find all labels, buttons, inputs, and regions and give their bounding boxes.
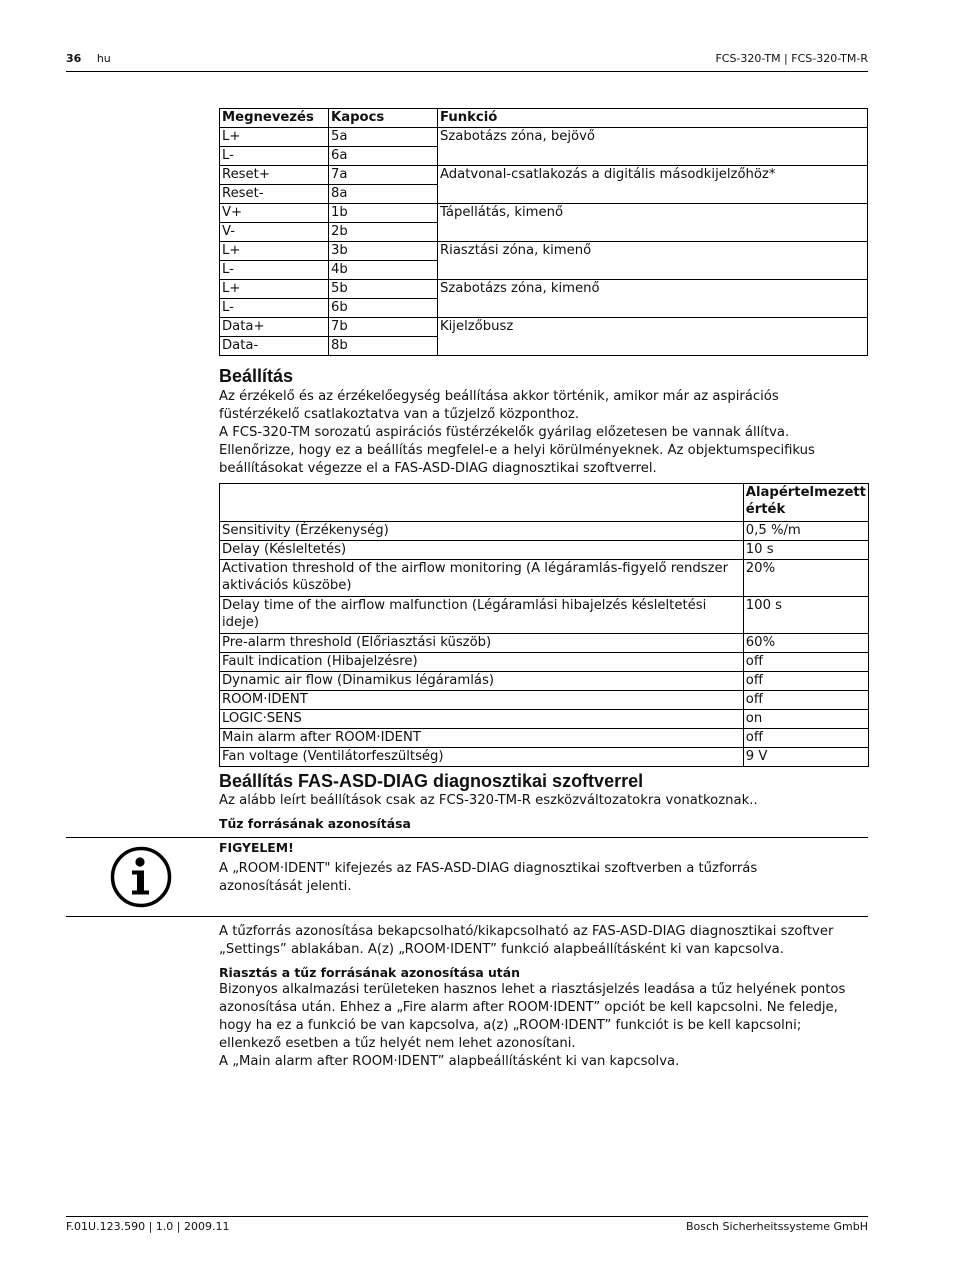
table-cell: 5b	[329, 280, 438, 299]
paragraph	[219, 981, 869, 1071]
table-cell: L-	[220, 261, 329, 280]
info-icon	[109, 845, 173, 913]
setting-name: Main alarm after ROOM·IDENT	[220, 729, 744, 748]
product-name: FCS-320-TM | FCS-320-TM-R	[715, 52, 868, 65]
notice-text	[219, 860, 869, 896]
table-row	[220, 710, 869, 729]
setting-value: 100 s	[743, 597, 868, 634]
text-line: A tűzforrás azonosítása bekapcsolható/kikapcsolható az FAS-ASD-DIAG diagnosztikai szoftver	[219, 924, 834, 939]
text-line: azonosítását jelenti.	[219, 879, 352, 894]
table-row	[220, 748, 869, 767]
table-cell: 1b	[329, 204, 438, 223]
table-row	[220, 691, 869, 710]
table-cell: Szabotázs zóna, bejövő	[438, 128, 868, 166]
table-cell: 5a	[329, 128, 438, 147]
table-cell: 2b	[329, 223, 438, 242]
table-cell: 3b	[329, 242, 438, 261]
setting-name: Sensitivity (Érzékenység)	[220, 522, 744, 541]
table-cell: Szabotázs zóna, kimenő	[438, 280, 868, 318]
setting-value: off	[743, 653, 868, 672]
table-cell: Adatvonal-csatlakozás a digitális másodkijelzőhöz*	[438, 166, 868, 204]
table-cell: 7a	[329, 166, 438, 185]
notice-top-rule	[66, 837, 868, 838]
header-rule	[66, 71, 868, 72]
text-line: füstérzékelő csatlakoztatva van a tűzjelző központhoz.	[219, 407, 580, 422]
notice-title: FIGYELEM!	[219, 840, 294, 855]
subheading: Tűz forrásának azonosítása	[219, 816, 411, 831]
setting-value: 20%	[743, 560, 868, 597]
text-line: A „Main alarm after ROOM·IDENT” alapbeállításként ki van kapcsolva.	[219, 1054, 680, 1069]
table-cell: L-	[220, 299, 329, 318]
table-cell: Tápellátás, kimenő	[438, 204, 868, 242]
section-paragraph	[219, 388, 869, 478]
table-row	[220, 280, 868, 299]
setting-name: ROOM·IDENT	[220, 691, 744, 710]
setting-name: LOGIC·SENS	[220, 710, 744, 729]
table-row	[220, 522, 869, 541]
setting-value: 0,5 %/m	[743, 522, 868, 541]
setting-name: Delay time of the airflow malfunction (Légáramlási hibajelzés késleltetési ideje)	[220, 597, 744, 634]
setting-value: off	[743, 672, 868, 691]
table-cell: Data+	[220, 318, 329, 337]
table-cell: L+	[220, 280, 329, 299]
table-cell: 7b	[329, 318, 438, 337]
table-row	[220, 560, 869, 597]
section-intro: Az alább leírt beállítások csak az FCS-320-TM-R eszközváltozatokra vonatkoznak..	[219, 793, 758, 808]
setting-value: 9 V	[743, 748, 868, 767]
table-cell: 4b	[329, 261, 438, 280]
table-cell: Kijelzőbusz	[438, 318, 868, 356]
subheading: Riasztás a tűz forrásának azonosítása után	[219, 965, 520, 980]
table-cell: L-	[220, 147, 329, 166]
table-cell: L+	[220, 242, 329, 261]
table-row	[220, 204, 868, 223]
section-title: Beállítás FAS-ASD-DIAG diagnosztikai szoftverrel	[219, 771, 644, 791]
table-cell: V-	[220, 223, 329, 242]
page-number-area	[66, 52, 111, 65]
col-header-empty	[220, 484, 744, 522]
header-line: Alapértelmezett	[745, 485, 866, 500]
settings-table	[219, 483, 869, 767]
table-cell: 6a	[329, 147, 438, 166]
setting-name: Pre-alarm threshold (Előriasztási küszöb)	[220, 634, 744, 653]
setting-name: Dynamic air flow (Dinamikus légáramlás)	[220, 672, 744, 691]
table-cell: 6b	[329, 299, 438, 318]
table-cell: V+	[220, 204, 329, 223]
setting-value: off	[743, 691, 868, 710]
setting-value: on	[743, 710, 868, 729]
setting-name: Activation threshold of the airflow monitoring (A légáramlás-figyelő rendszer aktivációs küszöbe)	[220, 560, 744, 597]
paragraph	[219, 923, 869, 959]
text-line: Az érzékelő és az érzékelőegység beállítása akkor történik, amikor már az aspirációs	[219, 389, 779, 404]
col-header: Funkció	[438, 109, 868, 128]
table-cell: Reset+	[220, 166, 329, 185]
table-row	[220, 597, 869, 634]
company-name: Bosch Sicherheitssysteme GmbH	[685, 1220, 868, 1233]
text-line: A FCS-320-TM sorozatú aspirációs füstérzékelők gyárilag előzetesen be vannak állítva.	[219, 425, 790, 440]
table-row	[220, 672, 869, 691]
table-cell: Riasztási zóna, kimenő	[438, 242, 868, 280]
text-line: ellenkező esetben a tűz helyét nem lehet azonosítani.	[219, 1036, 576, 1051]
section-title: Beállítás	[219, 366, 294, 386]
table-row	[220, 634, 869, 653]
table-cell: 8a	[329, 185, 438, 204]
table-cell: Reset-	[220, 185, 329, 204]
document-id: F.01U.123.590 | 1.0 | 2009.11	[66, 1220, 230, 1233]
text-line: hogy ha ez a funkció be van kapcsolva, a(z) „ROOM·IDENT” funkciót is be kell kapcsolni;	[219, 1018, 802, 1033]
setting-value: 60%	[743, 634, 868, 653]
col-header: Megnevezés	[220, 109, 329, 128]
setting-value: off	[743, 729, 868, 748]
setting-name: Fault indication (Hibajelzésre)	[220, 653, 744, 672]
setting-name: Delay (Késleltetés)	[220, 541, 744, 560]
notice-bottom-rule	[66, 916, 868, 917]
text-line: A „ROOM·IDENT" kifejezés az FAS-ASD-DIAG diagnosztikai szoftverben a tűzforrás	[219, 861, 758, 876]
table-row	[220, 166, 868, 185]
text-line: azonosítása után. Ehhez a „Fire alarm after ROOM·IDENT” opciót be kell kapcsolni. Ne feledje,	[219, 1000, 838, 1015]
setting-name: Fan voltage (Ventilátorfeszültség)	[220, 748, 744, 767]
table-row	[220, 653, 869, 672]
table-row	[220, 541, 869, 560]
page-number: 36	[66, 52, 82, 65]
text-line: Bizonyos alkalmazási területeken hasznos lehet a riasztásjelzés leadása a tűz helyének pontos	[219, 982, 846, 997]
col-header-default-value	[743, 484, 868, 522]
table-row	[220, 128, 868, 147]
table-cell: Data-	[220, 337, 329, 356]
table-row	[220, 729, 869, 748]
table-cell: L+	[220, 128, 329, 147]
footer-rule	[66, 1216, 868, 1217]
col-header: Kapocs	[329, 109, 438, 128]
language-code: hu	[96, 52, 111, 65]
table-cell: 8b	[329, 337, 438, 356]
text-line: Ellenőrizze, hogy ez a beállítás megfelel-e a helyi körülményeknek. Az objektumspecifikus	[219, 443, 815, 458]
text-line: „Settings” ablakában. A(z) „ROOM·IDENT” funkció alapbeállításként ki van kapcsolva.	[219, 942, 784, 957]
terminal-table	[219, 108, 868, 356]
table-row	[220, 318, 868, 337]
table-row	[220, 242, 868, 261]
text-line: beállításokat végezze el a FAS-ASD-DIAG diagnosztikai szoftverrel.	[219, 461, 657, 476]
setting-value: 10 s	[743, 541, 868, 560]
header-line: érték	[745, 502, 786, 517]
